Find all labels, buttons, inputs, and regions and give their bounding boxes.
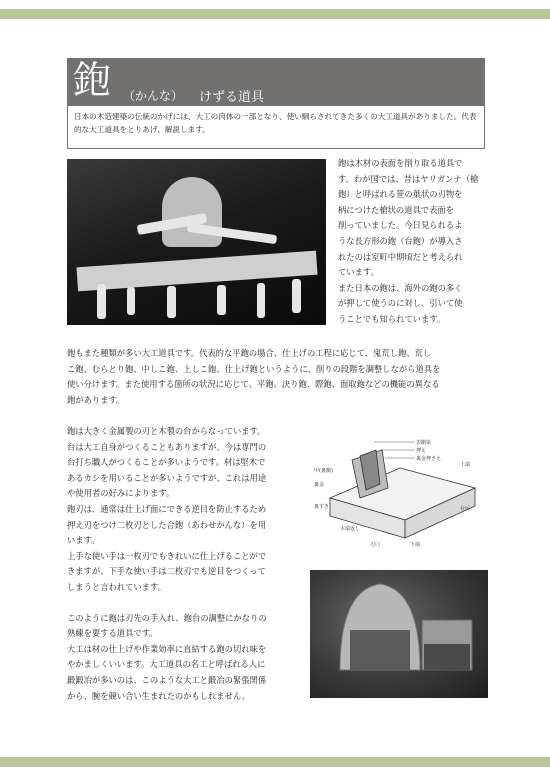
text-line: 押え刃をつけ二枚刃とした合鉋（あわせかんな）を用 <box>67 519 267 530</box>
title-subtitle: けずる道具 <box>199 90 265 105</box>
text-line: しまうと言われています。 <box>67 581 166 592</box>
text-line: 台は大工自身がつくることもありますが、今は専門の <box>67 441 267 452</box>
blade-small-edge <box>424 644 470 670</box>
text-line: から、腕を競い合い生まれたのかもしれません。 <box>67 690 251 701</box>
top-band <box>0 9 550 19</box>
text-line: 削っていました。今日見られるよ <box>338 220 463 231</box>
text-line: また日本の鉋は、海外の鉋の多く <box>338 282 463 293</box>
section2-text <box>67 346 487 408</box>
text-line: 上手な使い手は一枚刃でもきれいに仕上げることがで <box>67 550 267 561</box>
text-line: 鉋は木材の表面を削り取る道具で <box>338 158 463 168</box>
blade-large-edge <box>350 630 410 670</box>
title-bar <box>67 58 485 106</box>
paragraph-gap <box>67 596 299 611</box>
text-line: 柄につけた槍状の道具で表面を <box>338 204 454 215</box>
text-line: 大工は材の仕上げや作業効率に直結する鉋の切れ味を <box>67 643 267 654</box>
text-line: 使い分けます。また使用する箇所の状況に応じて、平鉋、決り鉋、際鉋、面取鉋などの機能の異なる <box>67 379 440 390</box>
plane-diagram-svg <box>310 428 488 556</box>
diagram-label: 押え <box>416 448 427 454</box>
title-reading: （かんな） <box>123 89 184 103</box>
craftsman-figure <box>162 177 222 247</box>
shaving <box>257 283 265 318</box>
diagram-label: 裏すき <box>314 504 330 510</box>
text-line: います。 <box>67 535 100 546</box>
text-line: 鉋があります。 <box>67 394 125 405</box>
text-line: が押して使うのに対し、引いて使 <box>338 298 463 309</box>
text-line: うな長方形の鉋（台鉋）が導入さ <box>338 235 463 246</box>
text-line: うことでも知られています。 <box>338 313 446 324</box>
text-line: す。わが国では、昔はヤリガンナ（槍 <box>338 173 479 184</box>
text-line: 鉋は大きく金属製の刃と木製の台からなっています。 <box>67 426 266 436</box>
craftsman-photo <box>67 159 326 325</box>
shaving <box>97 284 106 319</box>
text-line: やかましくいいます。大工道具の名工と呼ばれる人に <box>67 659 266 670</box>
text-line: あるカシを用いることが多いようですが、これは用途 <box>67 472 267 483</box>
diagram-label: 下端 <box>410 542 421 548</box>
plane-blades-svg <box>310 570 488 698</box>
text-line: ています。 <box>338 267 379 278</box>
text-line: 熟練を要する道具です。 <box>67 628 158 639</box>
diagram-label: 刃口 <box>370 542 381 548</box>
shaving <box>217 285 226 315</box>
shaving <box>292 279 301 313</box>
diagram-label: 裏金 <box>314 482 325 488</box>
diagram-label: 木端返し <box>340 526 361 532</box>
text-line: きますが、下手な使い手は二枚刃でも逆目をつくって <box>67 566 266 577</box>
section3-text <box>67 424 299 704</box>
text-line: このように鉋は刃先の手入れ、鉋台の調整にかなりの <box>67 612 267 623</box>
shaving <box>127 287 135 315</box>
text-line: 台打ち職人がつくることが多いようです。材は堅木で <box>67 457 266 468</box>
plane-blades-photo <box>310 570 488 698</box>
text-line: 鉋もまた種類が多い大工道具です。代表的な平鉋の場合、仕上げの工程に応じて、鬼荒し鉋、荒し <box>67 348 432 358</box>
text-line: 鍛鍛冶が多いのは、このような大工と鍛冶の緊張関係 <box>67 674 267 685</box>
text-line: 鉋）と呼ばれる笹の葉状の刃物を <box>338 189 463 200</box>
diagram-label: 上端 <box>460 462 471 468</box>
shaving <box>167 286 176 318</box>
bottom-band <box>0 757 550 767</box>
wood-beam <box>76 251 317 292</box>
text-line: 鉋刃は、通常は仕上げ面にできる逆目を防止するため <box>67 503 267 514</box>
section1-text <box>338 156 488 328</box>
text-line: れたのは室町中期頃だと考えられ <box>338 251 463 262</box>
text-line: こ鉋、むらとり鉋、中しこ鉋、上しこ鉋、仕上げ鉋というように、削りの段階を調整しながら道具を <box>67 363 441 374</box>
plane-diagram <box>310 428 488 556</box>
text-line: や使用者の好みによります。 <box>67 488 175 499</box>
title-kanji: 鉋 <box>73 58 112 102</box>
intro-text: 日本の木造建築の伝統のかげには、大工の肉体の一部となり、使い馴らされてきた多くの大工道具がありました。代表的な大工道具をとりあげ、解説します。 <box>67 106 485 149</box>
diagram-label: 台尻 <box>460 506 471 512</box>
diagram-label: 表馴染 <box>416 440 432 446</box>
diagram-label: 甲(裏馴) <box>314 468 333 474</box>
diagram-label: 裏金押さえ <box>416 456 442 462</box>
